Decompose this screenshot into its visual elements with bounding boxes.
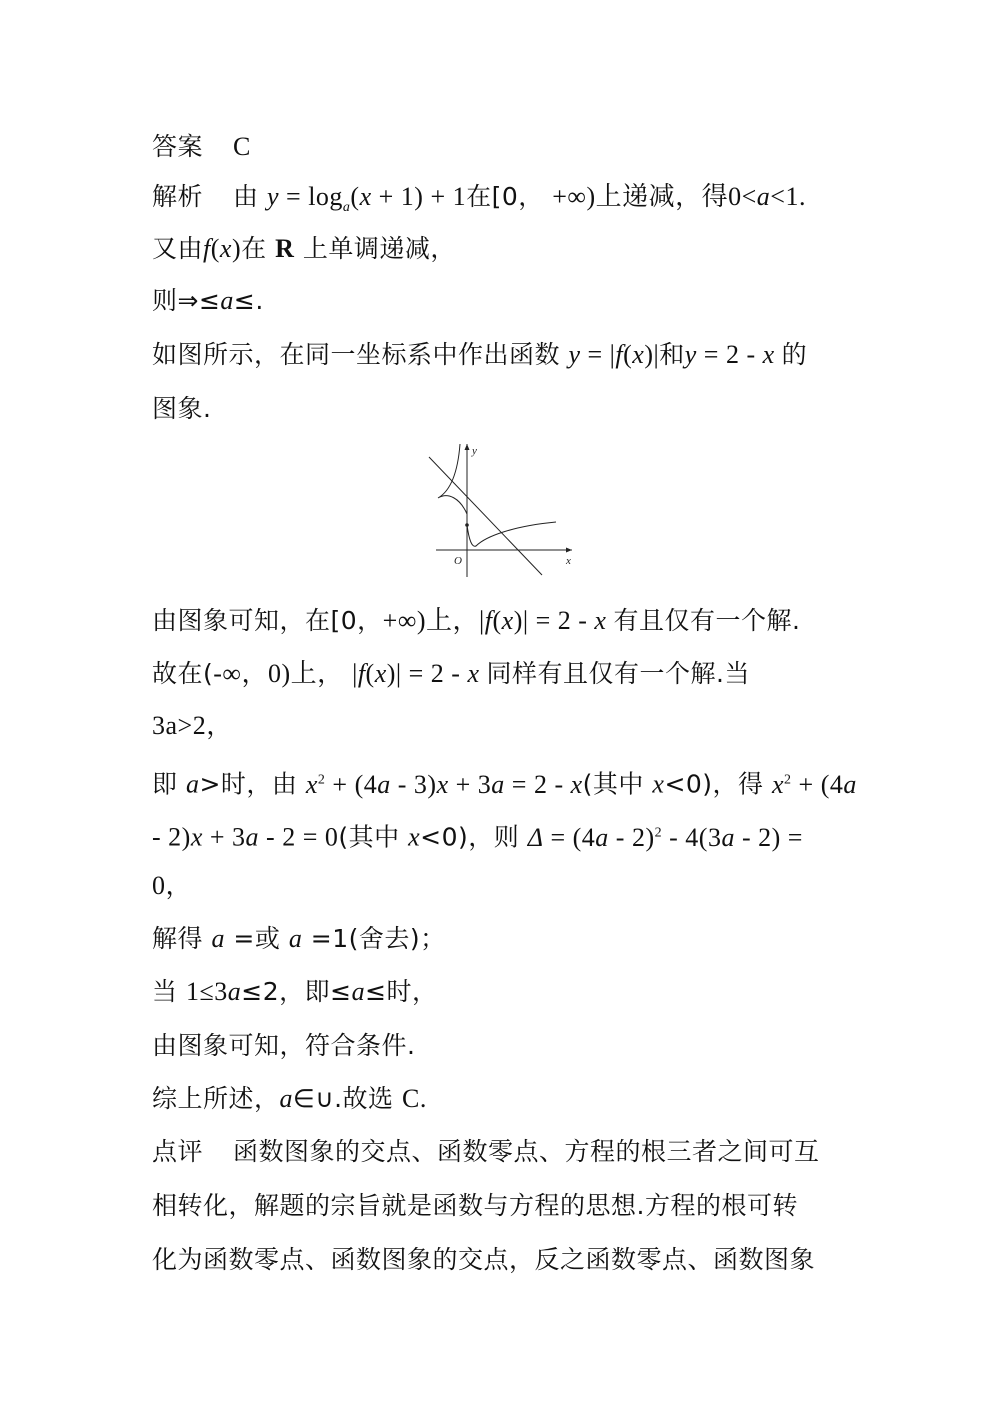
comment-label: 点评 <box>152 1137 204 1166</box>
analysis-label: 解析 <box>152 182 204 211</box>
analysis-line-1: 解析 由 $y = \log_a(x + 1) + 1$在[0， +∞)上递减，得0<a<1. <box>152 182 806 216</box>
curve-left-branch <box>438 444 467 514</box>
x-axis-arrow-icon <box>566 548 572 553</box>
answer-label: 答案 <box>152 132 204 161</box>
answer-value: C <box>233 132 251 161</box>
analysis-line-12: 解得 a =或 a =1(舍去)； <box>152 924 446 953</box>
x-axis-label: x <box>566 555 571 567</box>
analysis-line-9: 即 a>时，由 $x^2 + (4a - 3)x + 3a = 2 - x$(其中 x<0)，得 $x^2 + (4a$ <box>152 769 857 799</box>
answer-line <box>152 130 251 164</box>
comment-line-2: 相转化，解题的宗旨就是函数与方程的思想.方程的根可转 <box>152 1191 798 1220</box>
analysis-line-13: 当 1≤3a≤2，即≤a≤时， <box>152 977 438 1006</box>
comment-line-1: 点评 函数图象的交点、函数零点、方程的根三者之间可互 <box>152 1137 820 1166</box>
analysis-line-8: 3a>2， <box>152 711 233 740</box>
function-graph-figure <box>424 440 576 578</box>
y-axis-arrow-icon <box>465 444 470 450</box>
analysis-line-7: 故在(-∞，0)上， |f(x)| = 2 - x 同样有且仅有一个解.当 <box>152 659 750 688</box>
analysis-line-10: - 2)x + 3a - 2 = 0(其中 x<0)，则 Δ = (4a - 2)$^2$ - 4(3a - 2) = <box>152 822 803 852</box>
analysis-line-2: 又由f(x)在 R 上单调递减， <box>152 234 456 263</box>
analysis-line-4: 如图所示，在同一坐标系中作出函数 y = |f(x)|和y = 2 - x 的 <box>152 340 808 369</box>
analysis-line-14: 由图象可知，符合条件. <box>152 1031 416 1060</box>
analysis-line-5: 图象. <box>152 394 212 423</box>
analysis-line-11: 0， <box>152 871 193 900</box>
point-on-y-axis <box>465 523 469 527</box>
line-y-2-minus-x <box>429 457 542 575</box>
y-axis-label: y <box>472 445 477 457</box>
analysis-line-3: 则⇒≤a≤. <box>152 286 264 315</box>
origin-label: O <box>454 555 462 567</box>
analysis-line-6: 由图象可知，在[0，+∞)上，|f(x)| = 2 - x 有且仅有一个解. <box>152 606 801 635</box>
analysis-line-15: 综上所述，a∈∪.故选 C. <box>152 1084 427 1113</box>
comment-line-3: 化为函数零点、函数图象的交点，反之函数零点、函数图象 <box>152 1245 816 1274</box>
